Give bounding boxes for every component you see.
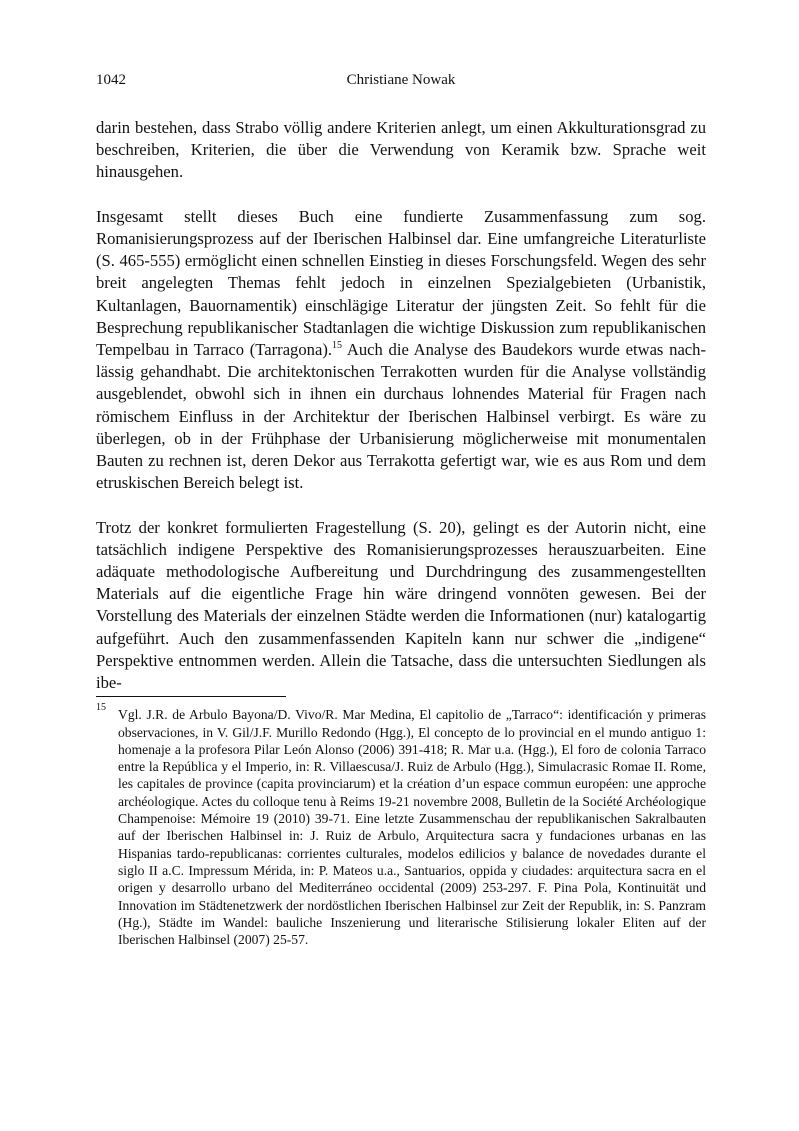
footnotes-section xyxy=(96,702,706,948)
paragraph-text: Auch die Analyse des Baudekors wurde etwas nachlässig gehandhabt. Die architektonischen Terrakotten wurden für die Analyse vollständig ausgeblendet, obwohl sich in ihnen ein durchaus lohnendes Material für Fragen nach römischem Einfluss in der Architektur der Iberischen Halbinsel verbirgt. Es wäre zu überlegen, ob in der Frühphase der Urbanisierung möglicherweise mit monumentalen Bauten zu rechnen ist, deren Dekor aus Terrakotta gefertigt war, wie es aus Rom und dem etruskischen Bereich belegt ist. xyxy=(96,340,707,493)
footnote xyxy=(96,702,706,948)
page-number: 1042 xyxy=(96,72,126,88)
paragraph-text: Insgesamt stellt dieses Buch eine fundierte Zusammenfassung zum sog. Romanisierungsprozess auf der Iberischen Halbinsel dar. Eine umfangreiche Literaturliste (S. 465-555) ermöglicht einen schnellen Einstieg in dieses Forschungsfeld. Wegen des sehr breit angelegten Themas fehlt jedoch in einzelnen Spezialgebieten (Urbanistik, Kultanlagen, Bauornamentik) einschlägige Literatur der jüngsten Zeit. So fehlt für die Besprechung republikanischer Stadtanlagen die wichtige Diskussion zum republikanischen Tempelbau in Tarraco (Tarragona). xyxy=(96,206,706,360)
paragraph-2 xyxy=(96,206,706,495)
paragraph-1 xyxy=(96,117,706,184)
running-head xyxy=(96,70,706,92)
paragraph-text: darin bestehen, dass Strabo völlig andere Kriterien anlegt, um einen Akkulturationsgrad zu beschreiben, Kriterien, die über die Verwendung von Keramik bzw. Sprache weit hinausgehen. xyxy=(96,118,706,182)
footnote-text: Vgl. J.R. de Arbulo Bayona/D. Vivo/R. Mar Medina, El capitolio de „Tarraco“: identificación y primeras observaciones, in V. Gil/J.F. Murillo Redondo (Hgg.), El concepto de lo provincial en el mundo antiguo 1: homenaje a la profesora Pilar León Alonso (2006) 391-418; R. Mar u.a. (Hgg.), El foro de colonia Tarraco entre la República y el Imperio, in: R. Villaescusa/J. Ruiz de Arbulo (Hgg.), Simulacrasic Romae II. Rome, les capitales de province (capita provinciarum) et la création d’un espace commun européen: une approche archéologique. Actes du colloque tenu à Reims 19-21 novembre 2008, Bulletin de la Société Archéologique Champenoise: Mémoire 19 (2010) 39-71. Eine letzte Zusammenschau der republikanischen Sakralbauten auf der Iberischen Halbinsel in: J. Ruiz de Arbulo, Arquitectura sacra y fundaciones urbanas en las Hispanias tardo-republicanas: corrientes culturales, modelos edilicios y balance de novedades durante el siglo II a.C. Impressum Mérida, in: P. Mateos u.a., Santuarios, oppida y ciudades: arquitectura sacra en el origen y desarrollo urbano del Mediterráneo occidental (2009) 253-297. F. Pina Pola, Kontinuität und Innovation im Städtenetzwerk der nordöstlichen Iberischen Halbinsel zur Zeit der Republik, in: S. Panzram (Hg.), Städte im Wandel: bauliche Inszenierung und literarische Stilisierung lokaler Eliten auf der Iberischen Halbinsel (2007) 25-57. xyxy=(118,707,706,948)
body-text xyxy=(96,117,706,694)
paragraph-text: Trotz der konkret formulierten Fragestellung (S. 20), gelingt es der Autorin nicht, eine tatsächlich indigene Perspektive des Romanisierungsprozesses herauszuarbeiten. Eine adäquate methodologische Aufbereitung und Durchdringung des zusammengestellten Materials auf die eigentliche Frage hin wäre dringend vonnöten gewesen. Bei der Vorstellung des Materials der einzelnen Städte werden die Informationen (nur) katalogartig aufgeführt. Auch den zusammenfassenden Kapiteln kann nur schwer die „indigene“ Perspektive entnommen werden. Allein die Tatsache, dass die untersuchten Siedlungen als ibe- xyxy=(96,517,706,693)
footnote-divider xyxy=(96,696,286,697)
running-title: Christiane Nowak xyxy=(346,72,456,88)
footnote-number: 15 xyxy=(96,702,106,714)
footnote-reference[interactable]: 15 xyxy=(332,340,342,352)
document-page xyxy=(96,70,706,948)
paragraph-3 xyxy=(96,517,706,695)
